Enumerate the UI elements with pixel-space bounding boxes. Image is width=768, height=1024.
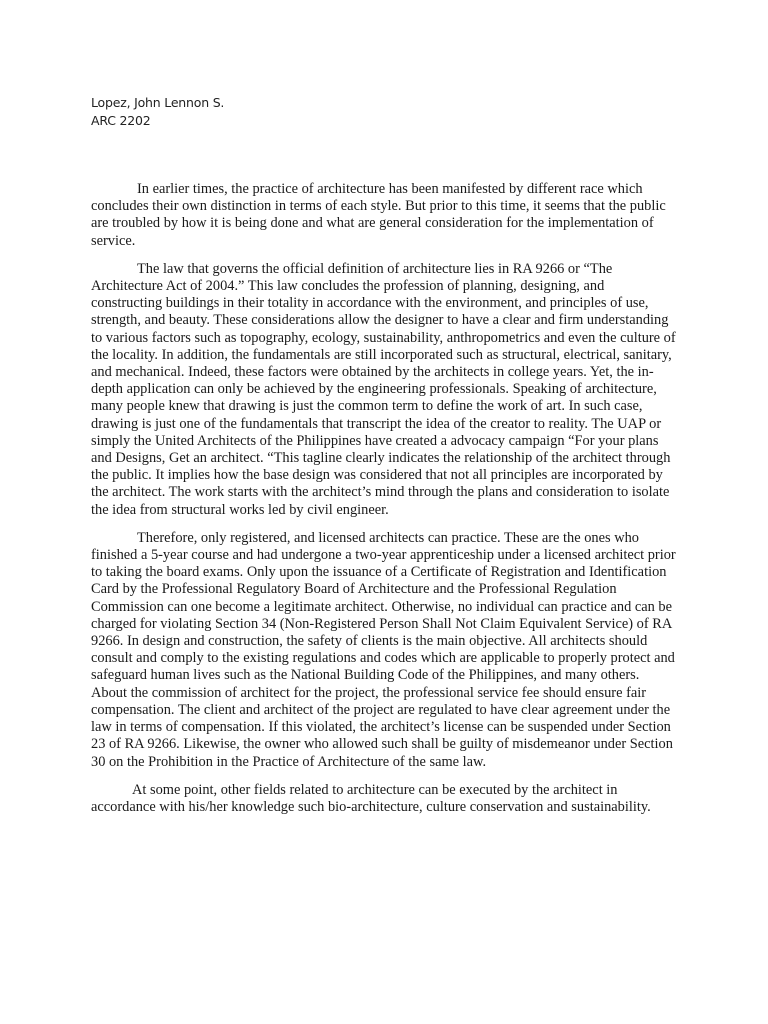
paragraph-practice: Therefore, only registered, and licensed architects can practice. These are the ones who finished a 5-year course and had undergone a two-year apprenticeship under a licensed architect prior to taking the board exams. Only upon the issuance of a Certificate of Registration and Identification Card by the Professional Regulatory Board of Architecture and the Professional Regulation Commission can one become a legitimate architect. Otherwise, no individual can practice and can be charged for violating Section 34 (Non-Registered Person Shall Not Claim Equivalent Service) of RA 9266. In design and construction, the safety of clients is the main objective. All architects should consult and comply to the existing regulations and codes which are applicable to properly protect and safeguard human lives such as the National Building Code of the Philippines, and many others. About the commission of architect for the project, the professional service fee should ensure fair compensation. The client and architect of the project are regulated to have clear agreement under the law in terms of compensation. If this violated, the architect’s license can be suspended under Section 23 of RA 9266. Likewise, the owner who allowed such shall be guilty of misdemeanor under Section 30 on the Prohibition in the Practice of Architecture of the same law. — [91, 529, 676, 770]
course-code: ARC 2202 — [91, 113, 151, 128]
paragraph-conclusion: At some point, other fields related to architecture can be executed by the architect in accordance with his/her knowledge such bio-architecture, culture conservation and sustainability. — [91, 781, 651, 815]
author-name: Lopez, John Lennon S. — [91, 95, 225, 110]
document-header — [91, 94, 224, 130]
paragraph-intro: In earlier times, the practice of architecture has been manifested by different race which concludes their own distinction in terms of each style. But prior to this time, it seems that the public are troubled by how it is being done and what are general consideration for the implementation of service. — [91, 181, 666, 249]
paragraph-law: The law that governs the official definition of architecture lies in RA 9266 or “The Architecture Act of 2004.” This law concludes the profession of planning, designing, and constructing buildings in their totality in accordance with the environment, and principles of use, strength, and beauty. These considerations allow the designer to have a clear and firm understanding to various factors such as topography, ecology, sustainability, anthropometrics and even the culture of the locality. In addition, the fundamentals are still incorporated such as structural, electrical, sanitary, and mechanical. Indeed, these factors were obtained by the architects in college years. Yet, the in-depth application can only be achieved by the engineering professionals. Speaking of architecture, many people knew that drawing is just the common term to define the work of art. In such case, drawing is just one of the fundamentals that transcript the idea of the creator to reality. The UAP or simply the United Architects of the Philippines have created a advocacy campaign “For your plans and Designs, Get an architect. “This tagline clearly indicates the relationship of the architect through the public. It implies how the base design was considered that not all principles are incorporated by the architect. The work starts with the architect’s mind through the plans and consideration to isolate the idea from structural works led by civil engineer. — [91, 260, 676, 518]
document-body — [91, 181, 678, 827]
